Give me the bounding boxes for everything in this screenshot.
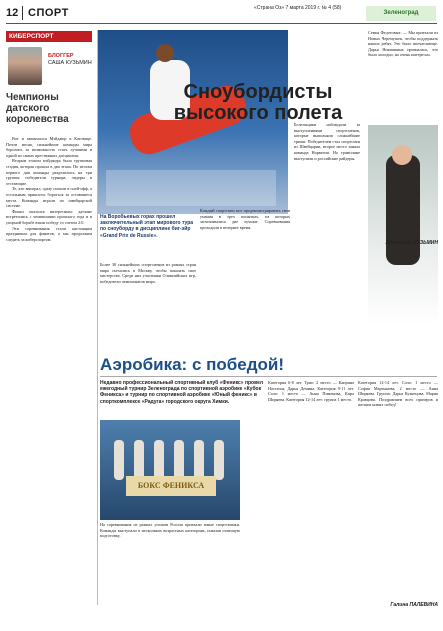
athlete-figure <box>174 440 184 480</box>
paragraph: Те, кто выиграл, сразу попали в плей-офф, а остальным пришлось бороться за оставшиеся места. Команды играли по швейцарской системе. <box>6 186 92 209</box>
photo-banner <box>106 170 276 206</box>
paragraph: Финал оказался интересным: датчане встретились с чемпионами прошлого года и в упорной борьбе взяли победу со счетом 2:0. <box>6 208 92 225</box>
article-intro: На Воробьевых горах прошел заключительный этап мирового тура по сноуборду в дисциплине биг-эйр «Grand Prix de Russie». <box>100 214 194 239</box>
rider-head <box>156 44 174 62</box>
article-text: Более 30 сильнейших спортсменов из разных стран мира съехались в Москву, чтобы показать свое мастерство. Среди них участники Олимпийских игр, победители чемпионатов мира. <box>100 262 196 284</box>
paragraph: Эти соревнования стали настоящим праздником для фанатов, а мы продолжим следить за киберспортом. <box>6 225 92 242</box>
paragraph: Вторым этапом мэйджора была групповая стадия, которая прошла в два этапа. По итогам первого дня команды разделились на три группы: победители турнира, лидеры и отстающие. <box>6 158 92 186</box>
article-text: Категория 12-14 лет. Соло: 1 место — София Мартынова, 2 место — Анна Ширяева. Группа: Дарья Кузнецова, Мария Кравцова. Поздравляем всех призеров и желаем новых побед! <box>358 380 438 408</box>
author-signature: Александр КУЗЬМИН <box>385 240 438 246</box>
article-headline: Сноубордисты высокого полета <box>173 81 343 124</box>
athlete-face <box>392 145 412 165</box>
article-text: Болельщики наблюдали за выступлениями спортсменов, которые выполняли сложнейшие трюки. Победителем стал спортсмен из Швейцарии, второе место заняла команда Норвегии. На трамплине выступили и российские райдеры. <box>294 122 360 161</box>
divider-line <box>100 376 437 377</box>
blogger-headline: Чемпионы датского королевства <box>6 92 69 125</box>
author-signature: Галина ПАЛЕВИНА <box>390 602 438 608</box>
article-intro: Недавно профессиональный спортивный клуб «Феникс» провел ежегодный турнир Зеленограда по спортивной аэробике «Кубок Феникса» и турнир по спортивной аэробике «Юный феникс» в спорткомплексе «Радуга» городского округа Химки. <box>100 380 264 405</box>
article-headline: Аэробика: с победой! <box>100 355 285 374</box>
athlete-figure <box>134 440 144 480</box>
section-title: СПОРТ <box>28 7 69 19</box>
blogger-label: БЛОГГЕР <box>48 53 74 59</box>
athlete-figure <box>114 440 124 480</box>
blogger-avatar <box>8 47 42 85</box>
article-text: Семья Федотовых: — Мы приехали из Новых Черемушек, чтобы поддержать наших ребят. Это было впечатляюще. Дарья Никишкина призналась, что было холодно, но очень интересно. <box>368 30 438 58</box>
athlete-figure <box>154 440 164 480</box>
athlete-photo <box>368 125 438 325</box>
athlete-figure <box>194 440 204 480</box>
team-photo <box>100 420 240 520</box>
article-text: На соревнования из разных уголков России приехали юные спортсменки. Команды выступали в нескольких возрастных категориях, показав отличную подготовку. <box>100 522 240 539</box>
blogger-body <box>6 136 92 586</box>
athlete-figure <box>386 155 420 265</box>
article-text: Каждый спортсмен мог продемонстрировать свои умения в трех попытках, из которых засчитывались две лучшие. Соревнования проходили в вечернее время. <box>200 208 290 230</box>
rubric-tag: КИБЕРСПОРТ <box>6 31 92 42</box>
publication-info: «Страна Оз» 7 марта 2019 г. № 4 (58) <box>254 5 342 11</box>
page-number: 12 <box>6 7 19 19</box>
athlete-figure <box>214 440 224 480</box>
blogger-name: САША КУЗЬМИН <box>48 60 92 66</box>
article-text: Категория 6-8 лет. Трио: 2 место — Каприна Настасья, Дарья Демина. Категория 9-11 лет. Соло: 1 место — Анна Пименова, Кира Ширяева. Категория 12-14 лет: группа 1 место. <box>268 380 354 402</box>
header-separator <box>22 6 23 20</box>
page-header <box>6 4 437 24</box>
paragraph: Вот и закончился Мэйджор в Катовице. Почти месяц сильнейшие команды мира боролись за возможность стать лучшими в одной из самых престижных дисциплин. <box>6 136 92 158</box>
photo-banner: БОКС ФЕНИКСА <box>126 476 216 496</box>
brand-logo: Зеленоград <box>366 6 436 21</box>
